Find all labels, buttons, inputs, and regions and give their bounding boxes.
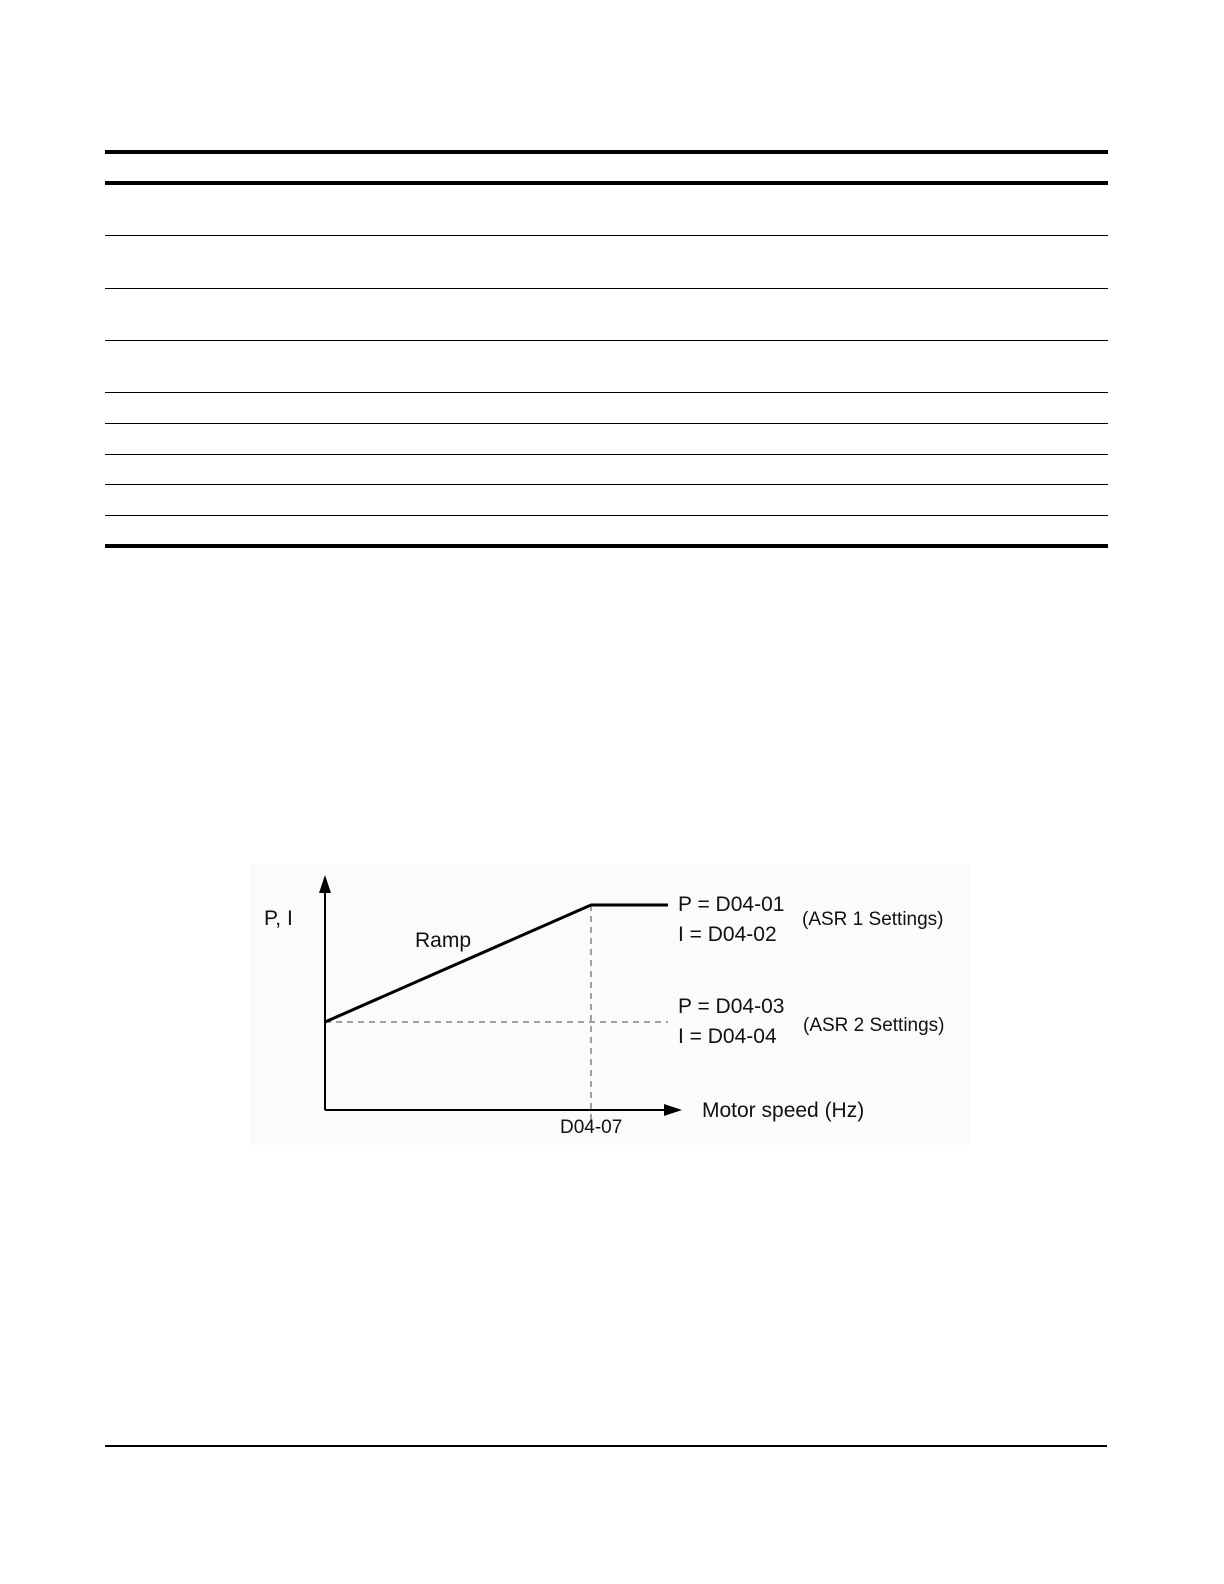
ramp-label: Ramp [415, 929, 472, 952]
asr1-i-label: I = D04-02 [678, 923, 777, 946]
table-row-divider [105, 392, 1108, 393]
table-row-divider [105, 235, 1108, 236]
table-top-rule [105, 150, 1108, 154]
table-row-divider [105, 484, 1108, 485]
table-row-divider [105, 340, 1108, 341]
asr-gain-diagram-svg [250, 865, 970, 1145]
table-bottom-rule [105, 544, 1108, 548]
table-row-divider [105, 515, 1108, 516]
x-tick-label: D04-07 [560, 1117, 623, 1138]
asr2-settings-label: (ASR 2 Settings) [803, 1015, 945, 1036]
table-row-divider [105, 288, 1108, 289]
asr2-i-label: I = D04-04 [678, 1025, 777, 1048]
y-axis-label: P, I [264, 907, 293, 930]
table-row-divider [105, 454, 1108, 455]
asr1-p-label: P = D04-01 [678, 893, 785, 916]
asr2-p-label: P = D04-03 [678, 995, 785, 1018]
footer-rule [105, 1445, 1107, 1447]
table-header-rule [105, 181, 1108, 185]
asr1-settings-label: (ASR 1 Settings) [802, 909, 944, 930]
table-row-divider [105, 423, 1108, 424]
asr-gain-diagram [250, 865, 970, 1145]
x-axis-label: Motor speed (Hz) [702, 1099, 865, 1122]
